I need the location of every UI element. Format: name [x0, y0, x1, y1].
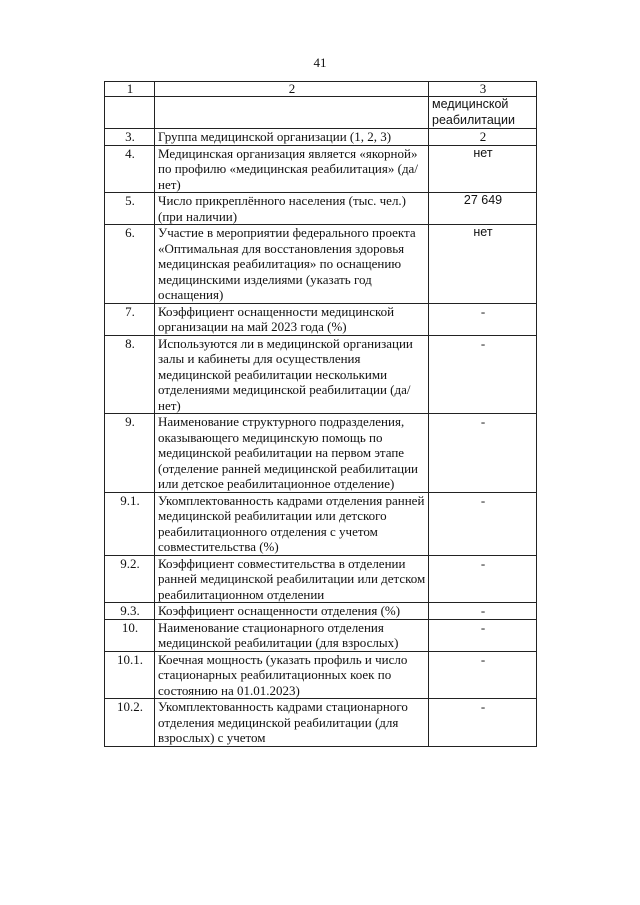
row-value: нет: [429, 225, 537, 304]
table-row: [105, 225, 537, 304]
row-value: нет: [429, 145, 537, 193]
table-row: [105, 555, 537, 603]
row-number: 7.: [105, 303, 155, 335]
table-row: [105, 129, 537, 146]
row-number: 10.2.: [105, 699, 155, 747]
row-description: Группа медицинской организации (1, 2, 3): [155, 129, 429, 146]
row-number: 10.: [105, 619, 155, 651]
table-row: [105, 193, 537, 225]
row-value: 2: [429, 129, 537, 146]
row-number: 3.: [105, 129, 155, 146]
row-value: -: [429, 603, 537, 620]
table-row: [105, 619, 537, 651]
row-number: 9.3.: [105, 603, 155, 620]
row-value: -: [429, 303, 537, 335]
row-description: Число прикреплённого населения (тыс. чел.) (при наличии): [155, 193, 429, 225]
row-value: -: [429, 619, 537, 651]
row-description: Наименование структурного подразделения, оказывающего медицинскую помощь по медицинской реабилитации на первом этапе (отделение ранней медицинской реабилитации или детское реабилитационное отделение): [155, 414, 429, 493]
page-number: 41: [313, 55, 327, 70]
row-number: 4.: [105, 145, 155, 193]
table-row: [105, 145, 537, 193]
row-description: Коэффициент совместительства в отделении ранней медицинской реабилитации или детском реабилитационном отделении: [155, 555, 429, 603]
row-description: Укомплектованность кадрами стационарного отделения медицинской реабилитации (для взрослых) с учетом: [155, 699, 429, 747]
table-row: [105, 414, 537, 493]
header-cell-3: 3: [429, 82, 537, 97]
header-cell-2: 2: [155, 82, 429, 97]
row-number: 5.: [105, 193, 155, 225]
row-value: -: [429, 492, 537, 555]
row-number: [105, 97, 155, 129]
row-description: Коэффициент оснащенности медицинской организации на май 2023 года (%): [155, 303, 429, 335]
row-value: -: [429, 555, 537, 603]
table-row: [105, 335, 537, 414]
row-value: -: [429, 414, 537, 493]
table-row: [105, 303, 537, 335]
header-cell-1: 1: [105, 82, 155, 97]
row-number: 9.: [105, 414, 155, 493]
row-description: Коэффициент оснащенности отделения (%): [155, 603, 429, 620]
table-row: [105, 651, 537, 699]
row-description: Коечная мощность (указать профиль и число стационарных реабилитационных коек по состоянию на 01.01.2023): [155, 651, 429, 699]
document-table: [104, 81, 537, 747]
table-row: [105, 699, 537, 747]
row-description: Укомплектованность кадрами отделения ранней медицинской реабилитации или детского реабилитационного отделения с учетом совместительства (%): [155, 492, 429, 555]
row-description: Используются ли в медицинской организации залы и кабинеты для осуществления медицинской реабилитации несколькими отделениями медицинской реабилитации (да/нет): [155, 335, 429, 414]
table-header-row: [105, 82, 537, 97]
row-description: [155, 97, 429, 129]
row-description: Медицинская организация является «якорной» по профилю «медицинская реабилитация» (да/нет): [155, 145, 429, 193]
row-value: -: [429, 651, 537, 699]
row-number: 6.: [105, 225, 155, 304]
row-number: 10.1.: [105, 651, 155, 699]
row-number: 8.: [105, 335, 155, 414]
row-value: медицинской реабилитации: [429, 97, 537, 129]
row-number: 9.2.: [105, 555, 155, 603]
row-value: 27 649: [429, 193, 537, 225]
row-value: -: [429, 335, 537, 414]
table-row: [105, 97, 537, 129]
row-number: 9.1.: [105, 492, 155, 555]
table-row: [105, 492, 537, 555]
row-description: Наименование стационарного отделения медицинской реабилитации (для взрослых): [155, 619, 429, 651]
row-description: Участие в мероприятии федерального проекта «Оптимальная для восстановления здоровья медицинская реабилитация» по оснащению медицинскими изделиями (указать год оснащения): [155, 225, 429, 304]
table-row: [105, 603, 537, 620]
row-value: -: [429, 699, 537, 747]
